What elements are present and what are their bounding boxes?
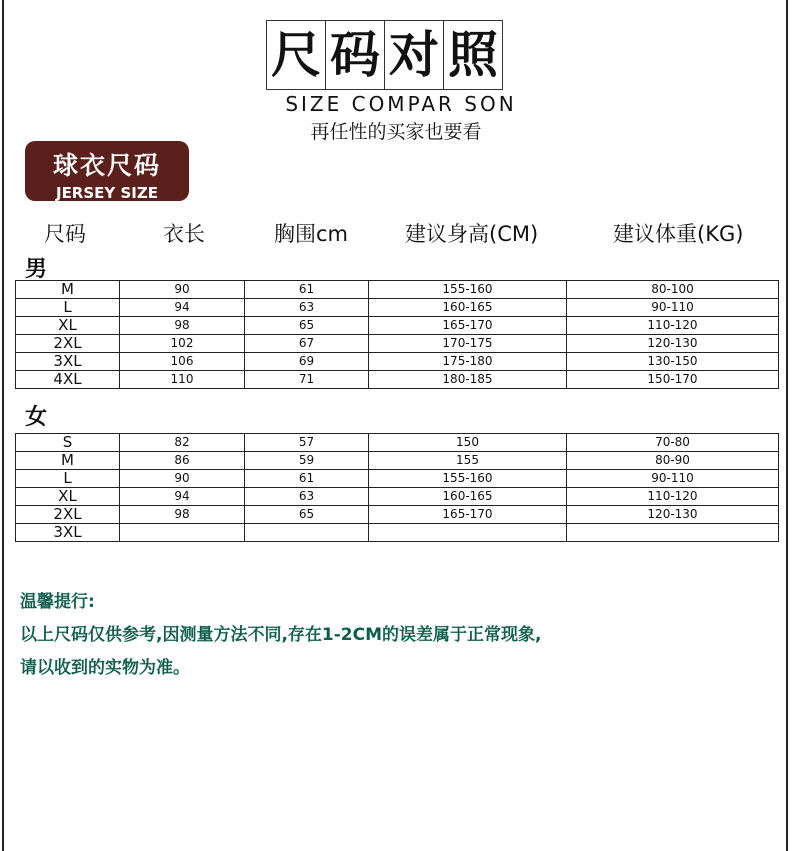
table-cell: 80-90: [567, 452, 779, 470]
tips-heading: 温馨提行:: [20, 592, 95, 612]
size-cell: 3XL: [16, 524, 120, 542]
table-row: [16, 470, 779, 488]
badge-title-en: JERSEY SIZE: [55, 184, 159, 202]
table-cell: 110-120: [567, 488, 779, 506]
size-cell: XL: [16, 317, 120, 335]
size-cell: XL: [16, 488, 120, 506]
table-row: [16, 299, 779, 317]
subtitle-english: SIZE COMPAR SON: [285, 92, 517, 116]
title-char: 码: [325, 20, 385, 90]
table-cell: 98: [120, 317, 245, 335]
table-row: [16, 371, 779, 389]
table-cell: 90-110: [567, 470, 779, 488]
table-cell: 90: [120, 470, 245, 488]
size-cell: M: [16, 281, 120, 299]
table-cell: 110-120: [567, 317, 779, 335]
table-row: [16, 353, 779, 371]
tips-line-1: 以上尺码仅供参考,因测量方法不同,存在1-2CM的误差属于正常现象,: [20, 625, 542, 645]
men-section-label: 男: [25, 257, 48, 282]
column-header-row: [0, 218, 792, 248]
badge-title-cn: 球衣尺码: [52, 151, 161, 180]
table-cell: 61: [245, 470, 369, 488]
table-cell: 165-170: [369, 317, 567, 335]
table-cell: 150: [369, 434, 567, 452]
table-cell: 86: [120, 452, 245, 470]
table-cell: 90: [120, 281, 245, 299]
table-cell: 102: [120, 335, 245, 353]
table-row: [16, 488, 779, 506]
table-row: [16, 434, 779, 452]
table-cell: 69: [245, 353, 369, 371]
table-cell: [567, 524, 779, 542]
tips-block: [20, 587, 541, 686]
table-cell: 175-180: [369, 353, 567, 371]
table-cell: 106: [120, 353, 245, 371]
table-cell: 61: [245, 281, 369, 299]
men-size-table: [15, 280, 779, 389]
table-row: [16, 281, 779, 299]
table-cell: 65: [245, 317, 369, 335]
table-cell: 63: [245, 299, 369, 317]
subtitle-chinese: 再任性的买家也要看: [310, 121, 482, 143]
table-cell: 130-150: [567, 353, 779, 371]
table-cell: 160-165: [369, 299, 567, 317]
size-cell: M: [16, 452, 120, 470]
table-cell: 71: [245, 371, 369, 389]
size-cell: 4XL: [16, 371, 120, 389]
women-section-label: 女: [25, 405, 48, 430]
table-cell: 80-100: [567, 281, 779, 299]
table-row: [16, 317, 779, 335]
col-header-chest: 胸围cm: [274, 222, 349, 246]
jersey-size-badge: [25, 141, 189, 201]
table-cell: 70-80: [567, 434, 779, 452]
table-cell: 160-165: [369, 488, 567, 506]
col-header-length: 衣长: [163, 222, 205, 246]
title-char: 尺: [266, 20, 326, 90]
table-cell: 165-170: [369, 506, 567, 524]
table-cell: 82: [120, 434, 245, 452]
col-header-size: 尺码: [44, 222, 86, 246]
page-title: [267, 20, 503, 90]
table-row: [16, 524, 779, 542]
table-cell: 65: [245, 506, 369, 524]
table-cell: 63: [245, 488, 369, 506]
table-cell: [120, 524, 245, 542]
col-header-weight: 建议体重(KG): [613, 222, 744, 246]
table-cell: 110: [120, 371, 245, 389]
table-cell: 120-130: [567, 335, 779, 353]
table-row: [16, 506, 779, 524]
table-cell: 94: [120, 488, 245, 506]
table-cell: [369, 524, 567, 542]
size-cell: 2XL: [16, 506, 120, 524]
table-cell: 155-160: [369, 470, 567, 488]
title-char: 照: [443, 20, 503, 90]
table-cell: 59: [245, 452, 369, 470]
table-cell: 155: [369, 452, 567, 470]
table-cell: 170-175: [369, 335, 567, 353]
size-cell: 2XL: [16, 335, 120, 353]
table-row: [16, 452, 779, 470]
size-cell: 3XL: [16, 353, 120, 371]
table-cell: 180-185: [369, 371, 567, 389]
table-cell: 155-160: [369, 281, 567, 299]
table-cell: 150-170: [567, 371, 779, 389]
table-cell: 94: [120, 299, 245, 317]
tips-line-2: 请以收到的实物为准。: [20, 658, 190, 678]
table-row: [16, 335, 779, 353]
col-header-height: 建议身高(CM): [405, 222, 539, 246]
table-cell: 120-130: [567, 506, 779, 524]
size-cell: S: [16, 434, 120, 452]
table-cell: 98: [120, 506, 245, 524]
title-char: 对: [384, 20, 444, 90]
women-size-table: [15, 433, 779, 542]
size-cell: L: [16, 470, 120, 488]
table-cell: 57: [245, 434, 369, 452]
table-cell: 67: [245, 335, 369, 353]
size-cell: L: [16, 299, 120, 317]
table-cell: [245, 524, 369, 542]
table-cell: 90-110: [567, 299, 779, 317]
